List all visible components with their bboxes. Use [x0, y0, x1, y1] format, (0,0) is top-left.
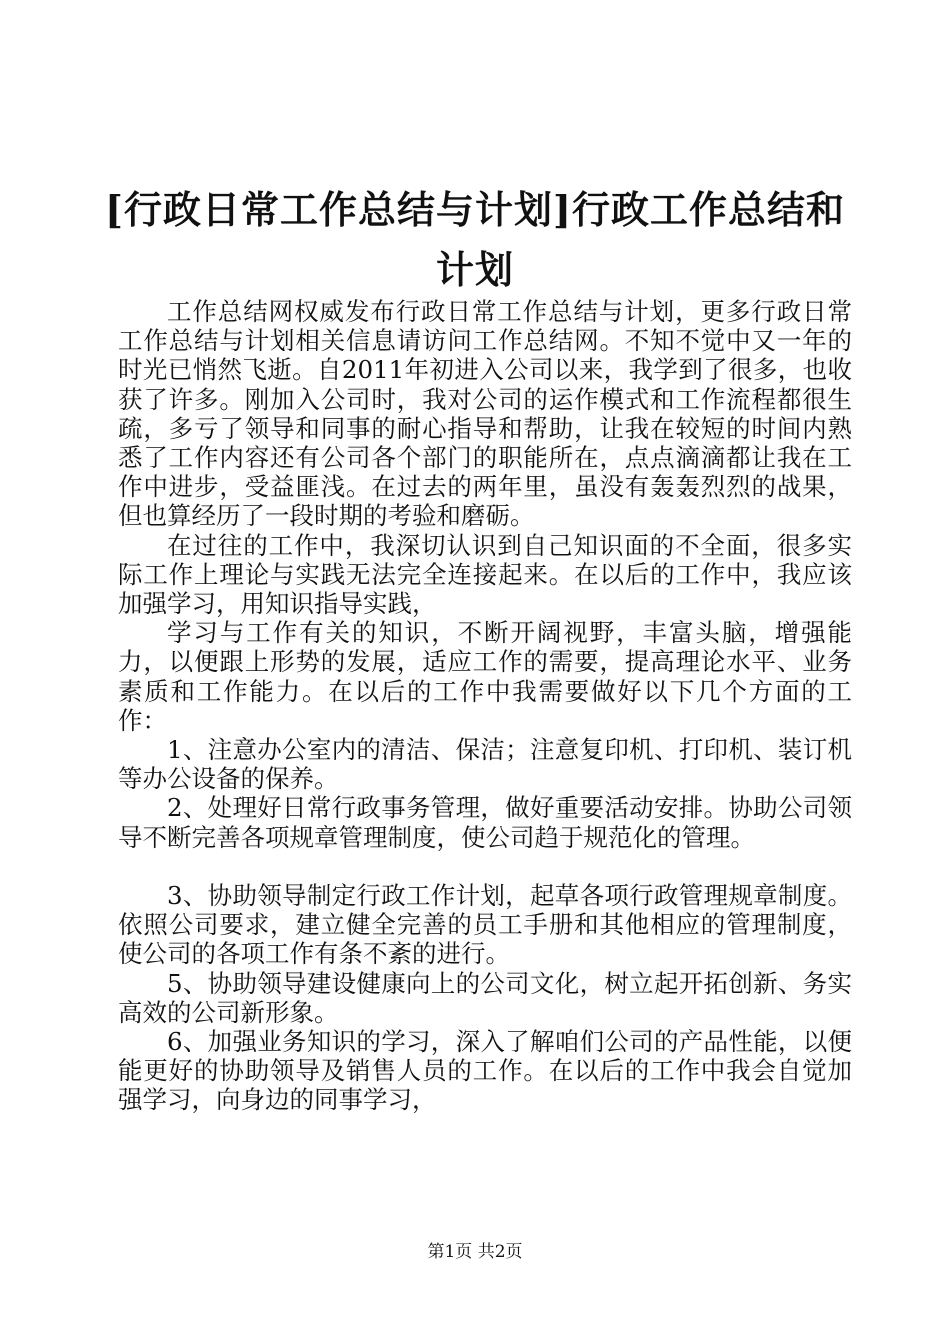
paragraph-item-1: 1、注意办公室内的清洁、保洁；注意复印机、打印机、装订机等办公设备的保养。	[118, 735, 852, 794]
paragraph-item-2: 2、处理好日常行政事务管理，做好重要活动安排。协助公司领导不断完善各项规章管理制度，使公司趋于规范化的管理。	[118, 793, 852, 852]
page-number-footer: 第1页 共2页	[427, 1242, 523, 1262]
paragraph-intro: 工作总结网权威发布行政日常工作总结与计划，更多行政日常工作总结与计划相关信息请访问工作总结网。不知不觉中又一年的时光已悄然飞逝。自2011年初进入公司以来，我学到了很多，也收获了许多。刚加入公司时，我对公司的运作模式和工作流程都很生疏，多亏了领导和同事的耐心指导和帮助，让我在较短的时间内熟悉了工作内容还有公司各个部门的职能所在，点点滴滴都让我在工作中进步，受益匪浅。在过去的两年里，虽没有轰轰烈烈的战果，但也算经历了一段时期的考验和磨砺。	[118, 297, 852, 531]
document-body	[118, 297, 852, 1115]
paragraph-study: 学习与工作有关的知识，不断开阔视野，丰富头脑，增强能力，以便跟上形势的发展，适应工作的需要，提高理论水平、业务素质和工作能力。在以后的工作中我需要做好以下几个方面的工作：	[118, 618, 852, 735]
paragraph-item-3: 3、协助领导制定行政工作计划，起草各项行政管理规章制度。依照公司要求，建立健全完善的员工手册和其他相应的管理制度，使公司的各项工作有条不紊的进行。	[118, 881, 852, 969]
paragraph-item-6: 6、加强业务知识的学习，深入了解咱们公司的产品性能，以便能更好的协助领导及销售人员的工作。在以后的工作中我会自觉加强学习，向身边的同事学习，	[118, 1027, 852, 1115]
paragraph-knowledge: 在过往的工作中，我深切认识到自己知识面的不全面，很多实际工作上理论与实践无法完全连接起来。在以后的工作中，我应该加强学习，用知识指导实践，	[118, 530, 852, 619]
document-title: [行政日常工作总结与计划]行政工作总结和计划	[105, 187, 845, 292]
paragraph-item-5: 5、协助领导建设健康向上的公司文化，树立起开拓创新、务实高效的公司新形象。	[118, 968, 852, 1027]
